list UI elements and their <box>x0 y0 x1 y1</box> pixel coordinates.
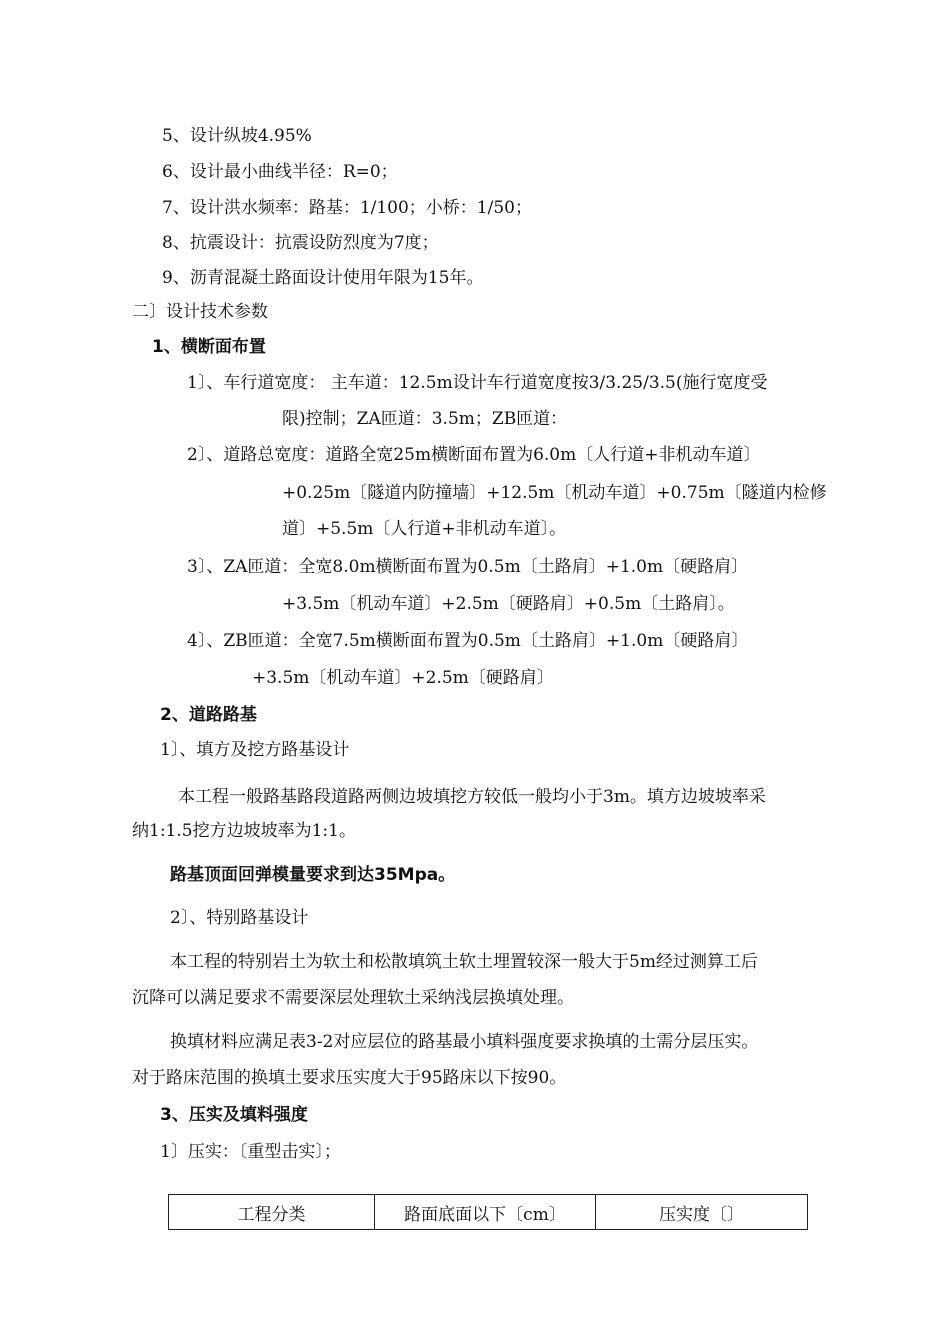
line-za-ramp: 3〕、ZA匝道：全宽8.0m横断面布置为0.5m〔土路肩〕+1.0m〔硬路肩〕 <box>187 557 749 577</box>
line-total-width-cont2: 道〕+5.5m〔人行道+非机动车道〕。 <box>282 519 567 539</box>
line-zb-ramp-cont: +3.5m〔机动车道〕+2.5m〔硬路肩〕 <box>252 668 554 688</box>
compaction-table <box>168 1194 808 1230</box>
line-grade: 5、设计纵坡4.95% <box>162 126 312 146</box>
paragraph-soft-soil-cont: 沉降可以满足要求不需要深层处理软土采纳浅层换填处理。 <box>132 988 574 1008</box>
paragraph-soft-soil: 本工程的特别岩土为软土和松散填筑土软土埋置较深一般大于5m经过测算工后 <box>170 952 758 972</box>
subheading-cross-section: 1、横断面布置 <box>152 337 266 357</box>
line-za-ramp-cont: +3.5m〔机动车道〕+2.5m〔硬路肩〕+0.5m〔土路肩〕。 <box>282 594 735 614</box>
line-min-radius: 6、设计最小曲线半径：R=0； <box>162 162 398 182</box>
line-modulus-requirement: 路基顶面回弹模量要求到达35Mpa。 <box>170 865 456 885</box>
paragraph-slope-cont: 纳1:1.5挖方边坡坡率为1:1。 <box>132 821 356 841</box>
line-fill-cut-design: 1〕、填方及挖方路基设计 <box>160 740 350 760</box>
line-special-subgrade: 2〕、特别路基设计 <box>170 908 309 928</box>
paragraph-slope: 本工程一般路基路段道路两侧边坡填挖方较低一般均小于3m。填方边坡坡率采 <box>178 787 766 807</box>
line-lane-width: 1〕、车行道宽度： 主车道：12.5m设计车行道宽度按3/3.25/3.5(施行宽度受 <box>187 373 768 393</box>
paragraph-replacement-cont: 对于路床范围的换填土要求压实度大于95路床以下按90。 <box>132 1068 567 1088</box>
subheading-compaction: 3、压实及填料强度 <box>160 1105 308 1125</box>
table-header-cell: 路面底面以下〔cm〕 <box>375 1195 596 1230</box>
section-heading-tech-params: 二〕设计技术参数 <box>132 302 268 322</box>
table-header-cell: 工程分类 <box>169 1195 375 1230</box>
paragraph-replacement: 换填材料应满足表3-2对应层位的路基最小填料强度要求换填的土需分层压实。 <box>170 1032 759 1052</box>
line-flood-frequency: 7、设计洪水频率：路基：1/100；小桥：1/50； <box>162 198 532 218</box>
line-total-width-cont1: +0.25m〔隧道内防撞墙〕+12.5m〔机动车道〕+0.75m〔隧道内检修 <box>282 483 827 503</box>
line-zb-ramp: 4〕、ZB匝道：全宽7.5m横断面布置为0.5m〔土路肩〕+1.0m〔硬路肩〕 <box>187 631 749 651</box>
line-compaction-method: 1〕压实：〔重型击实〕； <box>160 1142 341 1162</box>
table-header-row <box>169 1195 808 1230</box>
table-header-cell: 压实度〔〕 <box>596 1195 808 1230</box>
line-pavement-life: 9、沥青混凝土路面设计使用年限为15年。 <box>162 268 484 288</box>
line-seismic: 8、抗震设计：抗震设防烈度为7度； <box>162 233 439 253</box>
subheading-subgrade: 2、道路路基 <box>160 705 257 725</box>
line-lane-width-cont: 限)控制；ZA匝道：3.5m；ZB匝道： <box>282 409 568 429</box>
line-total-width: 2〕、道路总宽度：道路全宽25m横断面布置为6.0m〔人行道+非机动车道〕 <box>187 445 761 465</box>
